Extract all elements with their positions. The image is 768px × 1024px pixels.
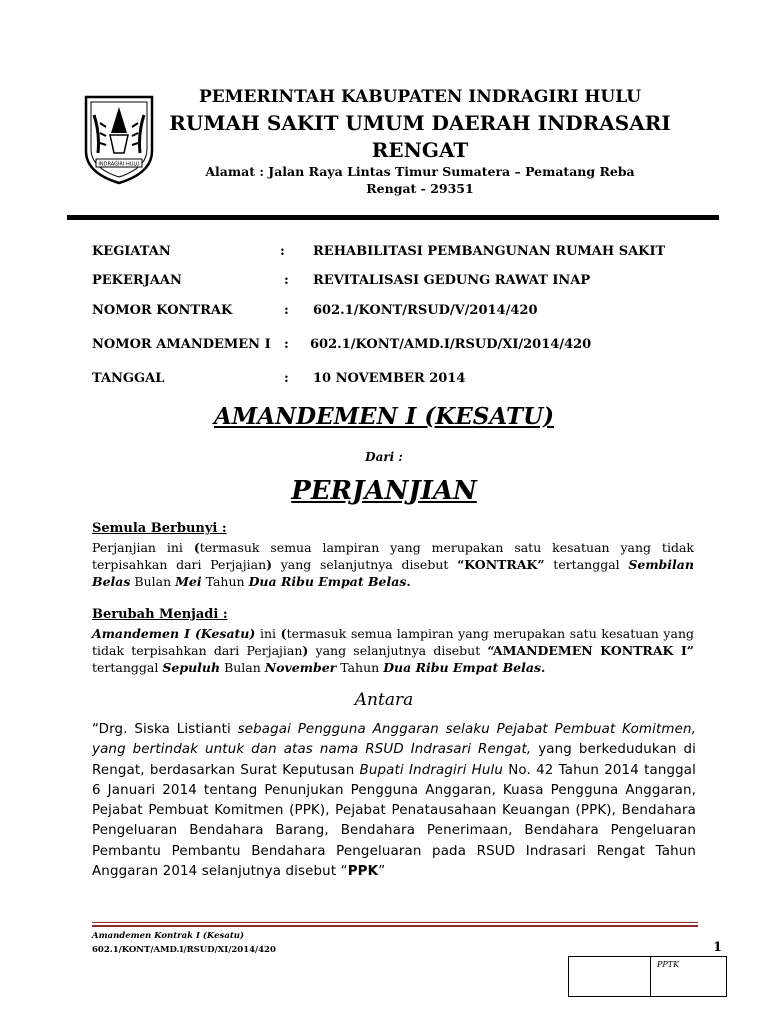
info-label: TANGGAL — [92, 371, 165, 386]
berubah-paragraph: Amandemen I (Kesatu) ini (termasuk semua lampiran yang merupakan satu kesatuan yang tidak terpisahkan dari Perjajian) yang selanjutnya disebut “AMANDEMEN KONTRAK I” tertanggal Sepuluh Bulan November Tahun Dua Ribu Empat Belas. — [92, 626, 695, 675]
info-colon: : — [284, 371, 289, 386]
info-value: REVITALISASI GEDUNG RAWAT INAP — [313, 273, 591, 288]
info-value: 602.1/KONT/RSUD/V/2014/420 — [313, 303, 538, 318]
footer-title: Amandemen Kontrak I (Kesatu) — [92, 931, 244, 941]
info-label: NOMOR KONTRAK — [92, 303, 233, 318]
pptk-label: PPTK — [657, 960, 680, 969]
pptk-divider — [650, 957, 651, 996]
info-label: NOMOR AMANDEMEN I — [92, 337, 271, 352]
info-label: KEGIATAN — [92, 244, 171, 259]
info-colon: : — [284, 337, 289, 352]
logo-text: INDRAGIRI HULU — [98, 161, 140, 168]
semula-paragraph: Perjanjian ini (termasuk semua lampiran yang merupakan satu kesatuan yang tidak terpisahkan dari Perjajian) yang selanjutnya disebut “KONTRAK” tertanggal Sembilan Belas Bulan Mei Tahun Dua Ribu Empat Belas. — [92, 540, 694, 589]
berubah-heading: Berubah Menjadi : — [92, 607, 228, 622]
amendment-title: AMANDEMEN I (KESATU) — [213, 403, 555, 430]
city-name: RENGAT — [371, 138, 469, 162]
info-colon: : — [284, 303, 289, 318]
page-number: 1 — [713, 940, 723, 955]
info-colon: : — [280, 244, 285, 259]
hospital-address: Alamat : Jalan Raya Lintas Timur Sumatera – Pematang Reba — [205, 164, 635, 179]
semula-heading: Semula Berbunyi : — [92, 521, 227, 536]
hospital-name: RUMAH SAKIT UMUM DAERAH INDRASARI — [169, 111, 671, 135]
postal-code: Rengat - 29351 — [366, 181, 474, 196]
info-colon: : — [284, 273, 289, 288]
info-value: 602.1/KONT/AMD.I/RSUD/XI/2014/420 — [310, 337, 592, 352]
regency-logo — [80, 93, 158, 185]
government-name: PEMERINTAH KABUPATEN INDRAGIRI HULU — [198, 87, 642, 107]
agreement-title: PERJANJIAN — [291, 476, 477, 506]
from-label: Dari : — [365, 450, 403, 464]
pptk-initial-box — [568, 956, 727, 997]
ppk-paragraph: “Drg. Siska Listianti sebagai Pengguna Anggaran selaku Pejabat Pembuat Komitmen, yang bertindak untuk dan atas nama RSUD Indrasari Rengat, yang berkedudukan di Rengat, berdasarkan Surat Keputusan Bupati Indragiri Hulu No. 42 Tahun 2014 tanggal 6 Januari 2014 tentang Penunjukan Pengguna Anggaran, Kuasa Pengguna Anggaran, Pejabat Pembuat Komitmen (PPK), Pejabat Penatausahaan Keuangan (PPK), Bendahara Pengeluaran Bendahara Barang, Bendahara Penerimaan, Bendahara Pengeluaran Pembantu Pembantu Bendahara Pengeluaran pada RSUD Indrasari Rengat Tahun Anggaran 2014 selanjutnya disebut “PPK” — [92, 722, 697, 880]
letterhead-divider — [67, 215, 719, 220]
info-label: PEKERJAAN — [92, 273, 182, 288]
footer-rule — [92, 922, 698, 923]
footer-rule — [92, 925, 698, 927]
info-value: REHABILITASI PEMBANGUNAN RUMAH SAKIT — [313, 244, 666, 259]
info-value: 10 NOVEMBER 2014 — [313, 371, 466, 386]
footer-number: 602.1/KONT/AMD.I/RSUD/XI/2014/420 — [92, 945, 276, 955]
antara-heading: Antara — [354, 690, 414, 710]
